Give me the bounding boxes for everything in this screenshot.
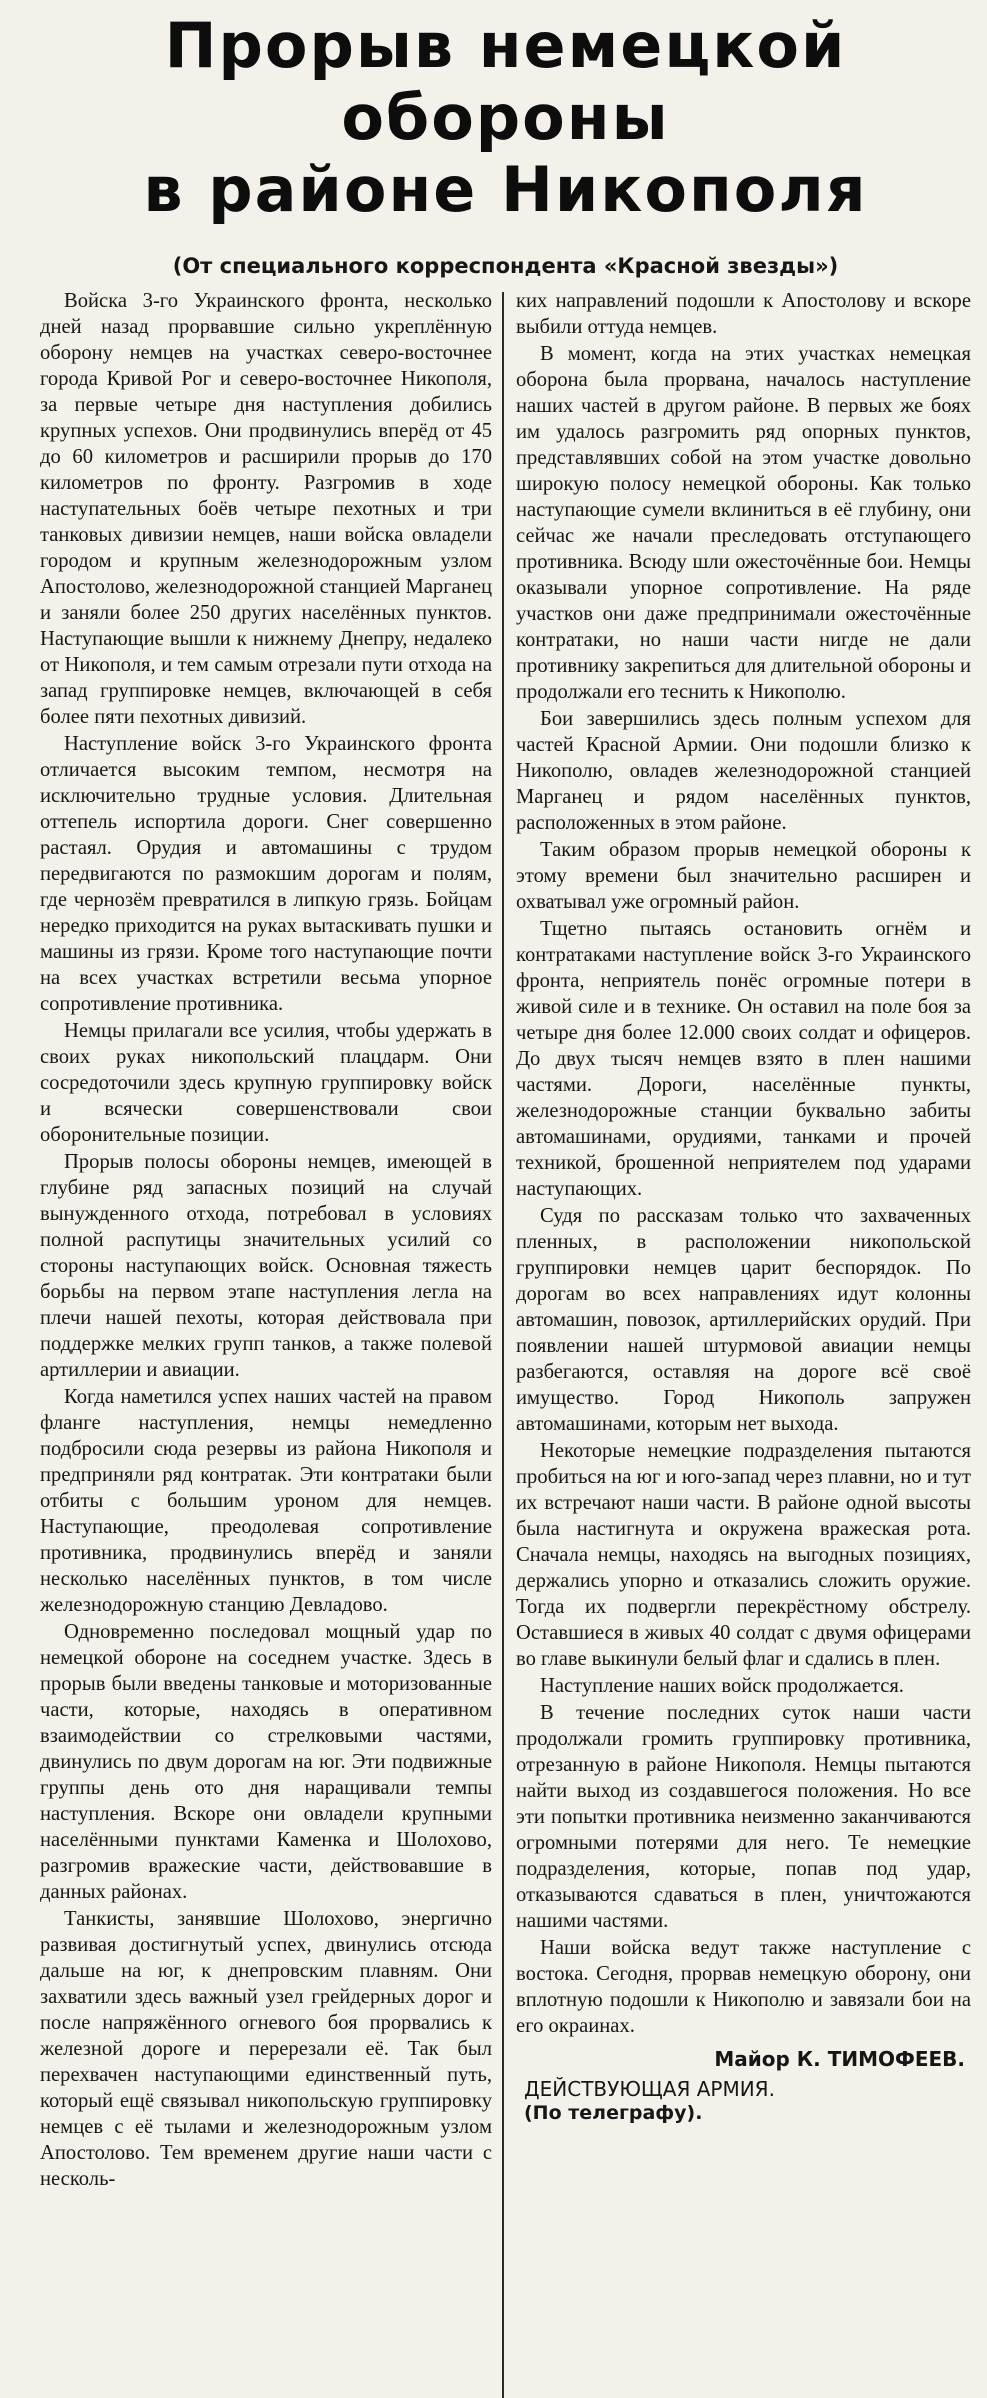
paragraph: Таким образом прорыв немецкой обороны к этому времени был значительно расширен и охватывал уже огромный район. [516, 839, 971, 913]
paragraph: ких направлений подошли к Апостолову и вскоре выбили оттуда немцев. [516, 290, 971, 338]
paragraph: Прорыв полосы обороны немцев, имеющей в глубине ряд запасных позиций на случай вынужденного отхода, потребовал в условиях полной распутицы значительных усилий со стороны наступающих войск. Основная тяжесть борьбы на первом этапе наступления легла на плечи нашей пехоты, которая действовала при поддержке мелких групп танков, а также полевой артиллерии и авиации. [40, 1151, 492, 1381]
article-byline-source: (От специального корреспондента «Красной звезды») [172, 254, 839, 278]
author-signature: Майор К. ТИМОФЕЕВ. [714, 2047, 965, 2071]
title-line-1: Прорыв немецкой обороны [164, 9, 847, 154]
paragraph: Немцы прилагали все усилия, чтобы удержать в своих руках никопольский плацдарм. Они сосредоточили здесь крупную группировку войск и всячески совершенствовали свои оборонительные позиции. [40, 1020, 492, 1146]
right-column [504, 288, 971, 2398]
paragraph: Наступление войск 3-го Украинского фронта отличается высоким темпом, несмотря на исключительно трудные условия. Длительная оттепель испортила дороги. Снег совершенно растаял. Орудия и автомашины с трудом передвигаются по размокшим дорогам и полям, где чернозём превратился в липкую грязь. Бойцам нередко приходится на руках вытаскивать пушки и машины из грязи. Кроме того наступающие почти на всех участках встретили весьма упорное сопротивление противника. [40, 733, 492, 1015]
paragraph: Наши войска ведут также наступление с востока. Сегодня, прорвав немецкую оборону, они вплотную подошли к Никополю и завязали бои на его окраинах. [516, 1937, 971, 2037]
article-body [40, 288, 971, 2398]
left-column [40, 288, 502, 2398]
paragraph: Некоторые немецкие подразделения пытаются пробиться на юг и юго-запад через плавни, но и тут их встречают наши части. В районе одной высоты была настигнута и окружена вражеская рота. Сначала немцы, находясь на выгодных позициях, держались упорно и отказались сложить оружие. Тогда их подвергли перекрёстному обстрелу. Оставшиеся в живых 40 солдат с двумя офицерами во главе выкинули белый флаг и сдались в плен. [516, 1440, 971, 1670]
paragraph: Танкисты, занявшие Шолохово, энергично развивая достигнутый успех, двинулись отсюда дальше на юг, к днепровским плавням. Они захватили здесь важный узел грейдерных дорог и после напряжённого огневого боя прорвались к железной дороге и перерезали её. Так был перехвачен наступающими единственный путь, который ещё связывал никопольскую группировку немцев с её тылами и железнодорожным узлом Апостолово. Тем временем другие наши части с несколь- [40, 1908, 492, 2190]
paragraph: Тщетно пытаясь остановить огнём и контратаками наступление войск 3-го Украинского фронта, неприятель понёс огромные потери в живой силе и в технике. Он оставил на поле боя за четыре дня более 12.000 своих солдат и офицеров. До двух тысяч немцев взято в плен нашими частями. Дороги, населённые пункты, железнодорожные станции буквально забиты автомашинами, орудиями, танками и прочей техникой, брошенной неприятелем под ударами наступающих. [516, 918, 971, 1200]
dateline-place: ДЕЙСТВУЮЩАЯ АРМИЯ. [524, 2077, 775, 2101]
paragraph: Когда наметился успех наших частей на правом фланге наступления, немцы немедленно подбросили сюда резервы из района Никополя и предприняли ряд контратак. Эти контратаки были отбиты с большим уроном для немцев. Наступающие, преодолевая сопротивление противника, продвинулись вперёд и заняли несколько населённых пунктов, в том числе железнодорожную станцию Девладово. [40, 1386, 492, 1616]
paragraph: Судя по рассказам только что захваченных пленных, в расположении никопольской группировки немцев царит беспорядок. По дорогам во всех направлениях идут колонны автомашин, повозок, артиллерийских орудий. При появлении нашей штурмовой авиации немцы разбегаются, оставляя на дороге всё своё имущество. Город Никополь запружен автомашинами, которым нет выхода. [516, 1205, 971, 1435]
article-title [40, 10, 971, 226]
paragraph: Войска 3-го Украинского фронта, несколько дней назад прорвавшие сильно укреплённую оборону немцев на участках северо-восточнее города Кривой Рог и северо-восточнее Никополя, за первые четыре дня наступления добились крупных успехов. Они продвинулись вперёд от 45 до 60 километров и расширили прорыв до 170 километров по фронту. Разгромив в ходе наступательных боёв четыре пехотных и три танковых дивизии немцев, наши войска овладели городом и крупным железнодорожным узлом Апостолово, железнодорожной станцией Марганец и заняли более 250 других населённых пунктов. Наступающие вышли к нижнему Днепру, недалеко от Никополя, и тем самым отрезали пути отхода на запад группировке немцев, включающей в себя более пяти пехотных дивизий. [40, 290, 492, 728]
paragraph: В момент, когда на этих участках немецкая оборона была прорвана, началось наступление наших частей в другом районе. В первых же боях им удалось разгромить ряд опорных пунктов, представлявших собой на этом участке довольно широкую полосу немецкой обороны. Как только наступающие сумели вклиниться в её глубину, они сейчас же начали преследовать отступающего противника. Всюду шли ожесточённые бои. Немцы оказывали упорное сопротивление. На ряде участков они даже предпринимали ожесточённые контратаки, но наши части нигде не дали противнику закрепиться для длительной обороны и продолжали его теснить к Никополю. [516, 343, 971, 703]
dateline [524, 2077, 971, 2125]
paragraph: Наступление наших войск продолжается. [540, 1675, 904, 1697]
dateline-via: (По телеграфу). [524, 2102, 703, 2124]
title-line-2: в районе Никополя [143, 153, 868, 226]
paragraph: Одновременно последовал мощный удар по немецкой обороне на соседнем участке. Здесь в прорыв были введены танковые и моторизованные части, которые, находясь в оперативном взаимодействии со стрелковыми частями, двинулись по двум дорогам на юг. Эти подвижные группы день ото дня наращивали темпы наступления. Вскоре они овладели крупными населёнными пунктами Каменка и Шолохово, разгромив вражеские части, действовавшие в данных районах. [40, 1621, 492, 1903]
paragraph: Бои завершились здесь полным успехом для частей Красной Армии. Они подошли близко к Никополю, овладев железнодорожной станцией Марганец и рядом населённых пунктов, расположенных в этом районе. [516, 708, 971, 834]
paragraph: В течение последних суток наши части продолжали громить группировку противника, отрезанную в районе Никополя. Немцы пытаются найти выход из создавшегося положения. Но все эти попытки противника неизменно заканчиваются огромными потерями для него. Те немецкие подразделения, которые, попав под удар, отказываются сдаваться в плен, уничтожаются нашими частями. [516, 1702, 971, 1932]
